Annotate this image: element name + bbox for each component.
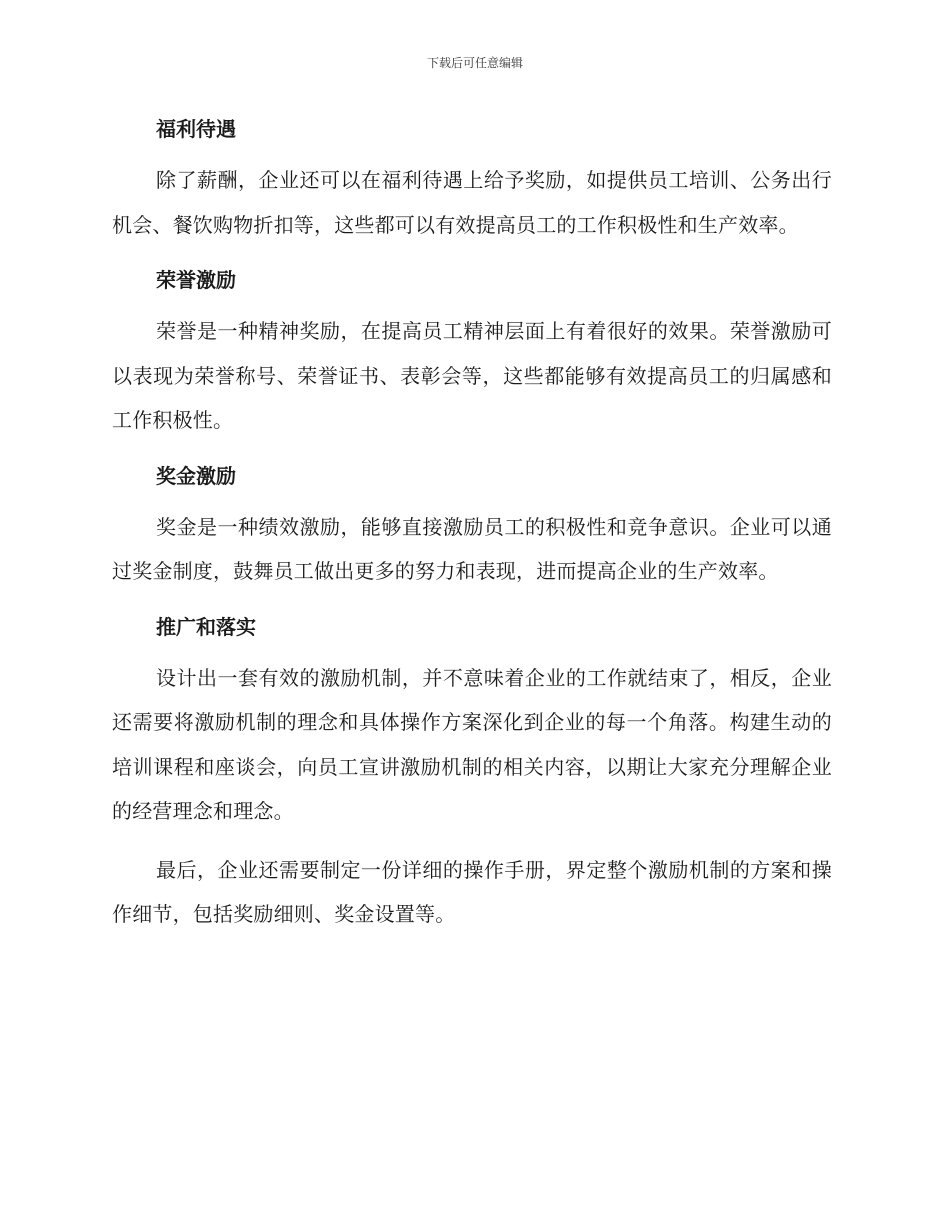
section-heading: 推广和落实 [156, 614, 256, 639]
section-promotion [112, 608, 832, 937]
section-heading: 奖金激励 [156, 463, 236, 488]
paragraph: 荣誉是一种精神奖励，在提高员工精神层面上有着很好的效果。荣誉激励可以表现为荣誉称号、荣誉证书、表彰会等，这些都能够有效提高员工的归属感和工作积极性。 [112, 319, 832, 432]
paragraph: 最后，企业还需要制定一份详细的操作手册，界定整个激励机制的方案和操作细节，包括奖励细则、奖金设置等。 [112, 857, 832, 926]
section-heading: 荣誉激励 [156, 268, 236, 292]
document-body [112, 110, 832, 951]
section-bonus [112, 457, 832, 594]
paragraph: 除了薪酬，企业还可以在福利待遇上给予奖励，如提供员工培训、公务出行机会、餐饮购物折扣等，这些都可以有效提高员工的工作积极性和生产效率。 [112, 168, 832, 237]
page-header: 下载后可任意编辑 [426, 56, 523, 70]
section-heading: 福利待遇 [156, 117, 236, 141]
section-welfare [112, 110, 832, 247]
section-honor [112, 261, 832, 443]
paragraph: 设计出一套有效的激励机制，并不意味着企业的工作就结束了，相反，企业还需要将激励机制的理念和具体操作方案深化到企业的每一个角落。构建生动的培训课程和座谈会，向员工宣讲激励机制的相关内容，以期让大家充分理解企业的经营理念和理念。 [112, 665, 832, 823]
paragraph: 奖金是一种绩效激励，能够直接激励员工的积极性和竞争意识。企业可以通过奖金制度，鼓舞员工做出更多的努力和表现，进而提高企业的生产效率。 [112, 514, 832, 583]
